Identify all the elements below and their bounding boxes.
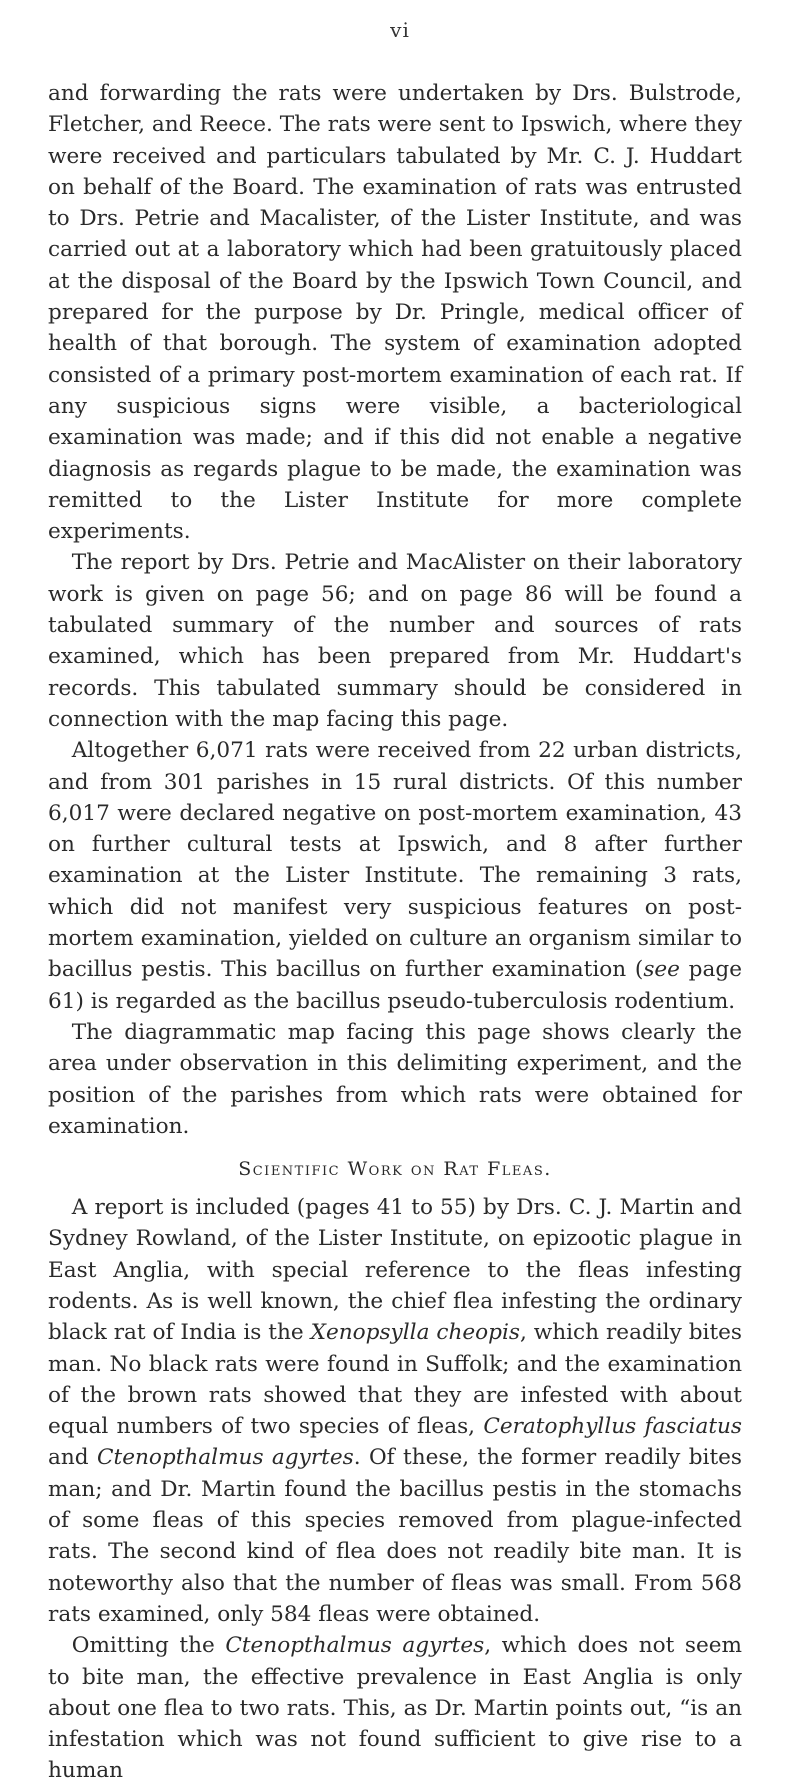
species-ceratophyllus: Ceratophyllus fasciatus xyxy=(483,1414,742,1440)
paragraph-rat-statistics-text-1: Altogether 6,071 rats were received from 22 urban districts, and from 301 parishes in 15 rural districts. Of this number 6,017 were declared negative on post-mortem examination, 43 on further cultural tests at Ipswich, and 8 after further examination at the Lister Institute. The remaining 3 rats, which did not manifest very suspicious features on post-mortem examination, yielded on culture an organism similar to bacillus pestis. This bacillus on further examination ( xyxy=(48,738,742,983)
paragraph-flea-report-text-4: . Of these, the former readily bites man; and Dr. Martin found the bacillus pestis in the stomachs of some fleas of this species removed from plague-infected rats. The second kind of flea does not readily bite man. It is noteworthy also that the number of fleas was small. From 568 rats examined, only 584 fleas were obtained. xyxy=(48,1445,742,1627)
section-heading: Scientific Work on Rat Fleas. xyxy=(238,1158,552,1181)
paragraph-flea-prevalence xyxy=(48,1630,742,1786)
paragraph-flea-prevalence-text-2: , which does not seem to bite man, the effective prevalence in East Anglia is only about one flea to two rats. This, as Dr. Martin points out, “is an infestation which was not found sufficient to give rise to a human xyxy=(48,1633,742,1784)
paragraph-rat-handling: and forwarding the rats were undertaken by Drs. Bulstrode, Fletcher, and Reece. The rats were sent to Ipswich, where they were received and particulars tabulated by Mr. C. J. Huddart on behalf of the Board. The examination of rats was entrusted to Drs. Petrie and Macalister, of the Lister Institute, and was carried out at a laboratory which had been gratuitously placed at the disposal of the Board by the Ipswich Town Council, and prepared for the purpose by Dr. Pringle, medical officer of health of that borough. The system of examination adopted consisted of a primary post-mortem examination of each rat. If any suspicious signs were visible, a bacteriological examination was made; and if this did not enable a negative diagnosis as regards plague to be made, the examination was remitted to the Lister Institute for more complete experiments. xyxy=(48,81,742,545)
paragraph-rat-statistics-text-2: page 61) is regarded as the bacillus pseudo-tuberculosis rodentium. xyxy=(48,957,742,1014)
see-reference: see xyxy=(643,957,680,983)
paragraph-report-reference: The report by Drs. Petrie and MacAlister on their laboratory work is given on page 56; and on page 86 will be found a tabulated summary of the number and sources of rats examined, which has been prepared from Mr. Huddart's records. This tabulated summary should be considered in connection with the map facing this page. xyxy=(48,550,742,732)
paragraph-flea-report xyxy=(48,1192,742,1630)
species-ctenopthalmus: Ctenopthalmus agyrtes xyxy=(97,1445,354,1471)
paragraph-flea-report-text-3: and xyxy=(48,1445,97,1471)
paragraph-rat-statistics xyxy=(48,735,742,1017)
species-xenopsylla: Xenopsylla cheopis xyxy=(310,1320,520,1346)
page-number: vi xyxy=(390,18,410,42)
paragraph-flea-report-text-2: , which readily bites man. No black rats were found in Suffolk; and the examination of the brown rats showed that they are infested with about equal numbers of two species of fleas, xyxy=(48,1320,742,1440)
species-ctenopthalmus-2: Ctenopthalmus agyrtes xyxy=(225,1633,485,1659)
paragraph-map-description: The diagrammatic map facing this page shows clearly the area under observation in this delimiting experiment, and the position of the parishes from which rats were obtained for examination. xyxy=(48,1019,742,1139)
paragraph-flea-report-text-1: A report is included (pages 41 to 55) by Drs. C. J. Martin and Sydney Rowland, of the Lister Institute, on epizootic plague in East Anglia, with special reference to the fleas infesting rodents. As is well known, the chief flea infesting the ordinary black rat of India is the xyxy=(48,1195,742,1346)
paragraph-flea-prevalence-text-1: Omitting the xyxy=(71,1633,226,1659)
